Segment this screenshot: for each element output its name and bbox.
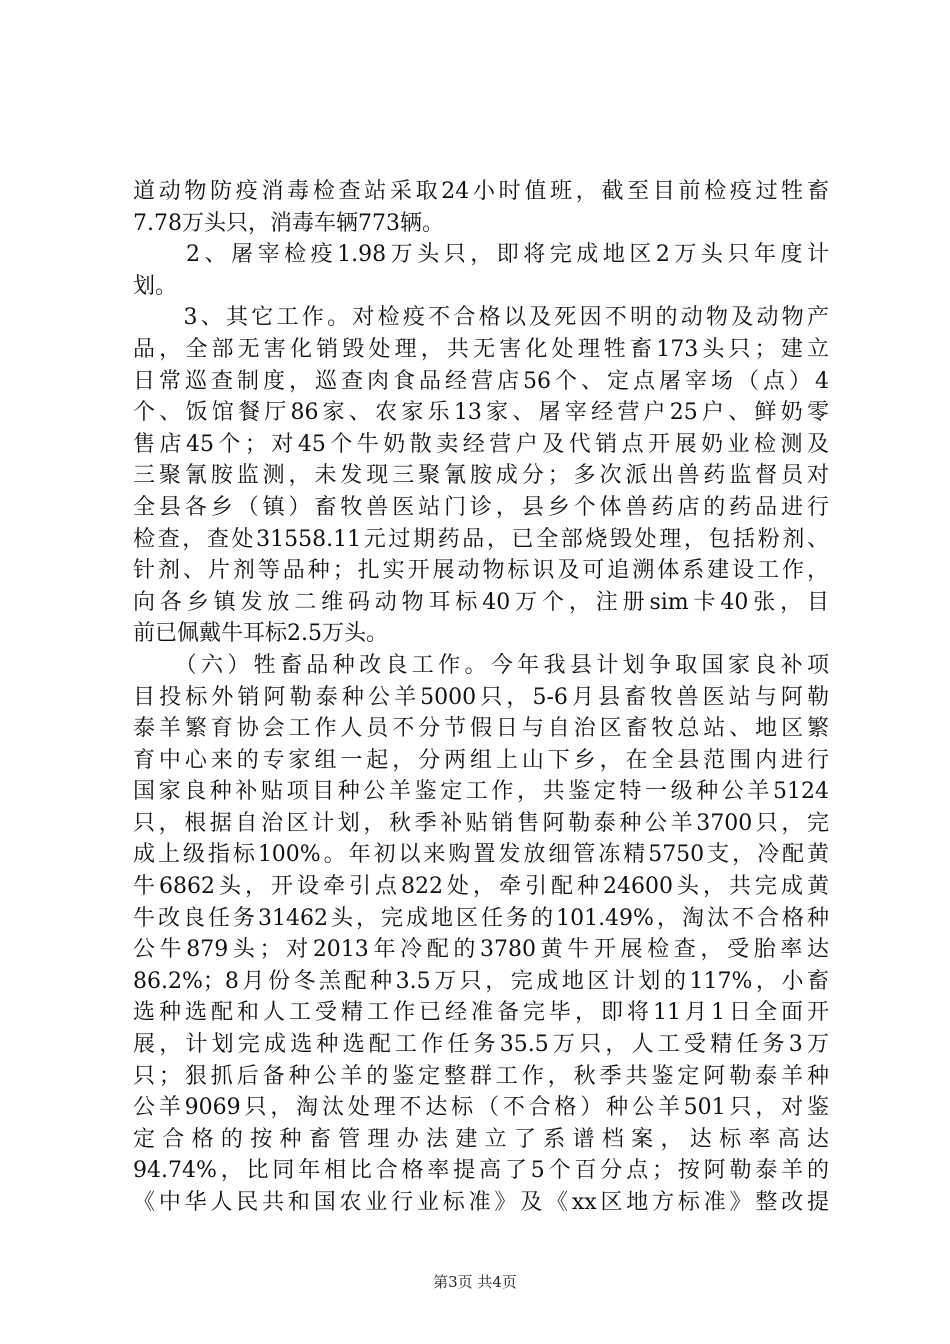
text-line: 三聚氰胺监测，未发现三聚氰胺成分；多次派出兽药监督员对 xyxy=(133,463,829,489)
text-line: 道动物防疫消毒检查站采取24小时值班，截至目前检疫过牲畜 xyxy=(133,179,829,204)
text-line: 售店45个；对45个牛奶散卖经营户及代销点开展奶业检测及 xyxy=(133,431,829,457)
text-line: 前已佩戴牛耳标2.5万头。 xyxy=(133,621,388,647)
text-line: 育中心来的专家组一起，分两组上山下乡，在全县范围内进行 xyxy=(133,747,829,773)
text-line: 2、屠宰检疫1.98万头只，即将完成地区2万头只年度计 xyxy=(133,242,829,268)
text-line: 选种选配和人工受精工作已经准备完毕，即将11月1日全面开 xyxy=(133,1000,829,1026)
text-line: 牛6862头，开设牵引点822处，牵引配种24600头，共完成黄 xyxy=(133,874,829,900)
text-line: 公牛879头；对2013年冷配的3780黄牛开展检查，受胎率达 xyxy=(133,937,829,963)
text-line: 向各乡镇发放二维码动物耳标40万个，注册sim卡40张，目 xyxy=(133,589,829,615)
page-number-footer: 第3页 共4页 xyxy=(433,1273,517,1291)
text-line: 公羊9069只，淘汰处理不达标（不合格）种公羊501只，对鉴 xyxy=(133,1095,829,1121)
text-line: （六）牲畜品种改良工作。今年我县计划争取国家良补项 xyxy=(133,652,829,678)
text-line: 只；狠抓后备种公羊的鉴定整群工作，秋季共鉴定阿勒泰羊种 xyxy=(133,1063,829,1089)
text-line: 目投标外销阿勒泰种公羊5000只，5-6月县畜牧兽医站与阿勒 xyxy=(133,684,829,710)
text-line: 成上级指标100%。年初以来购置发放细管冻精5750支，冷配黄 xyxy=(133,842,829,868)
text-line: 泰羊繁育协会工作人员不分节假日与自治区畜牧总站、地区繁 xyxy=(133,716,829,742)
text-line: 牛改良任务31462头，完成地区任务的101.49%，淘汰不合格种 xyxy=(133,905,829,931)
text-line: 全县各乡（镇）畜牧兽医站门诊，县乡个体兽药店的药品进行 xyxy=(133,494,829,520)
body-text xyxy=(133,176,829,1219)
text-line: 划。 xyxy=(133,273,178,299)
text-line: 《中华人民共和国农业行业标准》及《xx区地方标准》整改提 xyxy=(133,1190,829,1215)
text-line: 定合格的按种畜管理办法建立了系谱档案，达标率高达 xyxy=(133,1126,829,1152)
text-line: 展，计划完成选种选配工作任务35.5万只，人工受精任务3万 xyxy=(133,1032,829,1058)
text-line: 针剂、片剂等品种；扎实开展动物标识及可追溯体系建设工作， xyxy=(133,558,829,584)
text-line: 94.74%，比同年相比合格率提高了5个百分点；按阿勒泰羊的 xyxy=(133,1158,829,1184)
text-line: 国家良种补贴项目种公羊鉴定工作，共鉴定特一级种公羊5124 xyxy=(133,779,829,805)
text-line: 7.78万头只，消毒车辆773辆。 xyxy=(133,210,444,236)
text-line: 86.2%；8月份冬羔配种3.5万只，完成地区计划的117%，小畜 xyxy=(133,968,829,994)
text-line: 日常巡查制度，巡查肉食品经营店56个、定点屠宰场（点）4 xyxy=(133,368,829,394)
text-line: 3、其它工作。对检疫不合格以及死因不明的动物及动物产 xyxy=(133,305,829,331)
text-line: 只，根据自治区计划，秋季补贴销售阿勒泰种公羊3700只，完 xyxy=(133,810,829,836)
text-line: 个、饭馆餐厅86家、农家乐13家、屠宰经营户25户、鲜奶零 xyxy=(133,400,829,426)
text-line: 品，全部无害化销毁处理，共无害化处理牲畜173头只；建立 xyxy=(133,336,829,362)
text-line: 检查，查处31558.11元过期药品，已全部烧毁处理，包括粉剂、 xyxy=(133,526,829,552)
